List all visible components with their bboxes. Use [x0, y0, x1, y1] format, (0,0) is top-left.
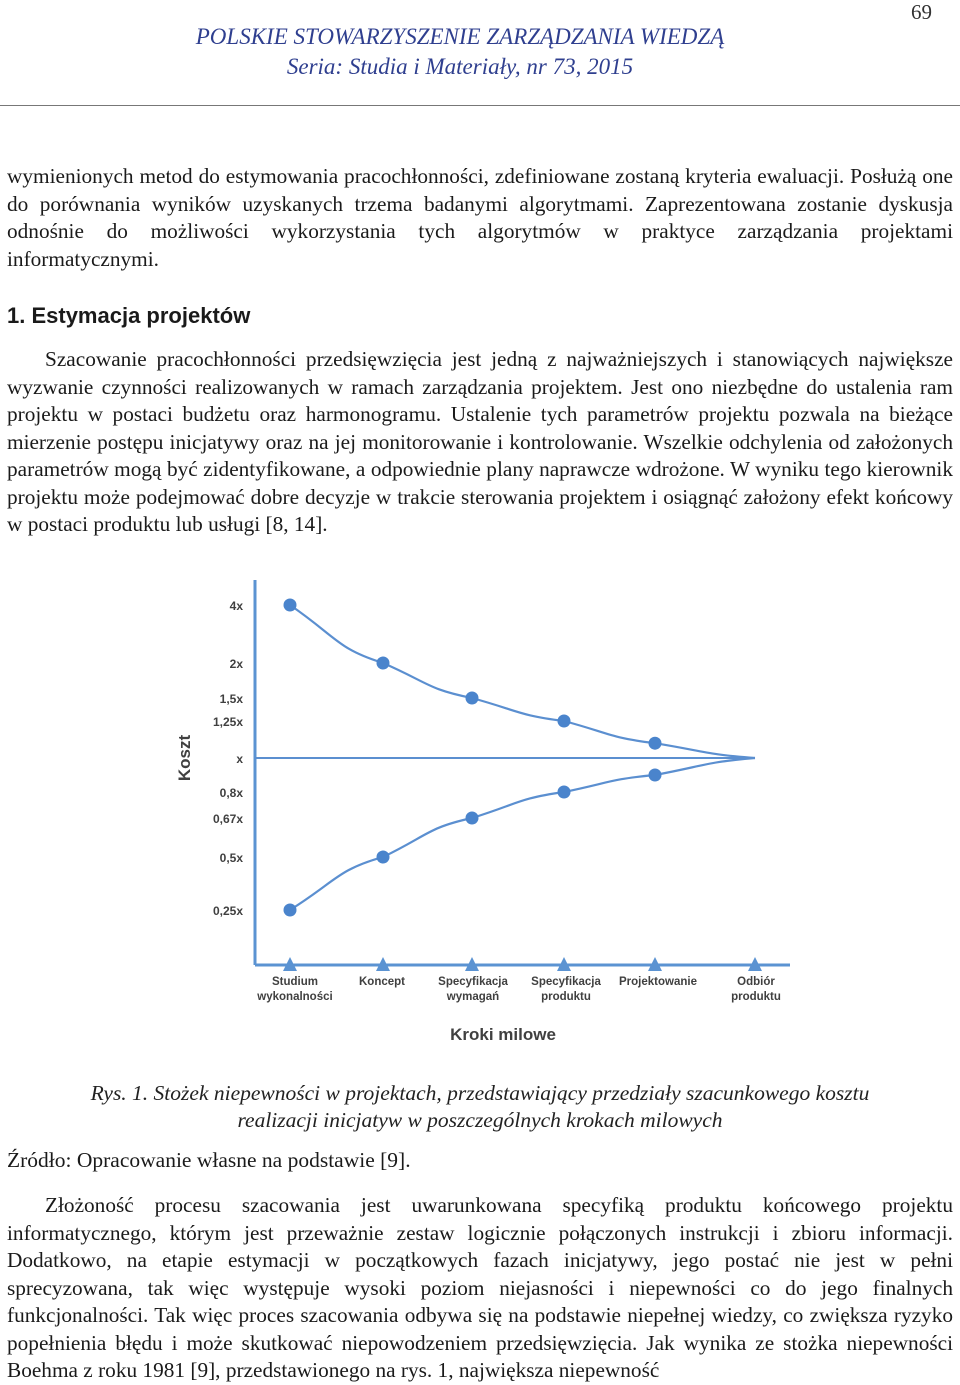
x-axis-label: Kroki milowe: [450, 1025, 556, 1044]
paragraph-complexity: Złożoność procesu szacowania jest uwarunkowana specyfiką produktu końcowego projektu informatycznego, którym jest przeważnie zestaw logicznie połączonych instrukcji i zbioru informacji. Dodatkowo, na etapie estymacji w początkowych fazach inicjatywy, jego postać nie jest w pełni sprecyzowana, tak więc występuje wysoki poziom niejasności i niepewności co do jego finalnych funkcjonalności. Tak więc proces szacowania odbywa się na podstawie niepełnej wiedzy, co zwiększa ryzyko popełnienia błędu i może skutkować niepowodzeniem przedsięwzięcia. Jak wynika ze stożka niepewności Boehma z roku 1981 [9], przedstawionego na rys. 1, największa niepewność: [7, 1193, 953, 1382]
figure-caption-line-2: realizacji inicjatyw w poszczególnych krokach milowych: [237, 1108, 723, 1132]
data-point: [558, 786, 571, 799]
x-tick-label: Projektowanie: [619, 976, 697, 988]
y-tick-label: 2x: [229, 657, 243, 671]
data-point: [466, 812, 479, 825]
y-tick-label: 1,5x: [219, 692, 243, 706]
x-tick-label: Odbiór: [737, 976, 775, 988]
running-header: [0, 22, 920, 82]
data-point: [649, 737, 662, 750]
y-tick-label: x: [236, 752, 243, 766]
data-point: [558, 715, 571, 728]
data-point: [377, 851, 390, 864]
y-tick-label: 1,25x: [212, 715, 243, 729]
y-tick-label: 4x: [229, 599, 243, 613]
upper-bound-curve: [290, 605, 755, 758]
x-tick-label: wymagań: [446, 991, 500, 1003]
x-tick-label: wykonalności: [257, 991, 333, 1003]
paragraph-estimation: Szacowanie pracochłonności przedsięwzięcia jest jedną z najważniejszych i stanowiących największe wyzwanie czynności realizowanych w ramach zarządzania projektem. Jest ono niezbędne do ustalenia ram projektu w postaci budżetu oraz harmonogramu. Ustalenie tych parametrów projektu pozwala na bieżące mierzenie postępu inicjatywy oraz na jej monitorowanie i kontrolowanie. Wszelkie odchylenia od założonych parametrów mogą być zidentyfikowane, a odpowiednie plany naprawcze wdrożone. W wyniku tego kierownik projektu może podejmować dobre decyzje w trakcie sterowania projektem i osiągnąć założony efekt końcowy w postaci produktu lub usługi [8, 14].: [7, 347, 953, 536]
data-point: [377, 657, 390, 670]
section-heading: 1. Estymacja projektów: [7, 303, 251, 328]
x-tick-label: Koncept: [359, 976, 405, 988]
y-tick-label: 0,5x: [219, 851, 243, 865]
data-point: [284, 904, 297, 917]
y-tick-label: 0,25x: [212, 904, 243, 918]
header-divider: [0, 105, 960, 106]
y-tick-label: 0,67x: [212, 812, 243, 826]
figure-caption-line-1: Rys. 1. Stożek niepewności w projektach, przedstawiający przedziały szacunkowego kosztu: [90, 1081, 870, 1105]
x-tick-label: produktu: [541, 991, 591, 1003]
x-tick-label: produktu: [731, 991, 781, 1003]
figure-source: Źródło: Opracowanie własne na podstawie [9].: [7, 1148, 411, 1172]
x-tick-label: Specyfikacja: [531, 976, 601, 988]
page-number: 69: [911, 0, 932, 24]
header-line-1: POLSKIE STOWARZYSZENIE ZARZĄDZANIA WIEDZĄ: [195, 24, 725, 49]
data-point: [466, 692, 479, 705]
x-tick-label: Specyfikacja: [438, 976, 508, 988]
uncertainty-cone-chart: [150, 570, 810, 1070]
header-line-2: Seria: Studia i Materiały, nr 73, 2015: [286, 54, 634, 79]
paragraph-intro: wymienionych metod do estymowania pracochłonności, zdefiniowane zostaną kryteria ewaluacji. Posłużą one do porównania wyników uzyskanych trzema badanymi algorytmami. Zaprezentowana zostanie dyskusja odnośnie do możliwości wykorzystania tych algorytmów w praktyce zarządzania projektami informatycznymi.: [7, 164, 953, 271]
lower-bound-curve: [290, 758, 755, 910]
y-axis-label: Koszt: [175, 734, 194, 782]
data-point: [284, 599, 297, 612]
y-tick-label: 0,8x: [219, 786, 243, 800]
data-point: [649, 769, 662, 782]
x-tick-label: Studium: [272, 976, 318, 988]
